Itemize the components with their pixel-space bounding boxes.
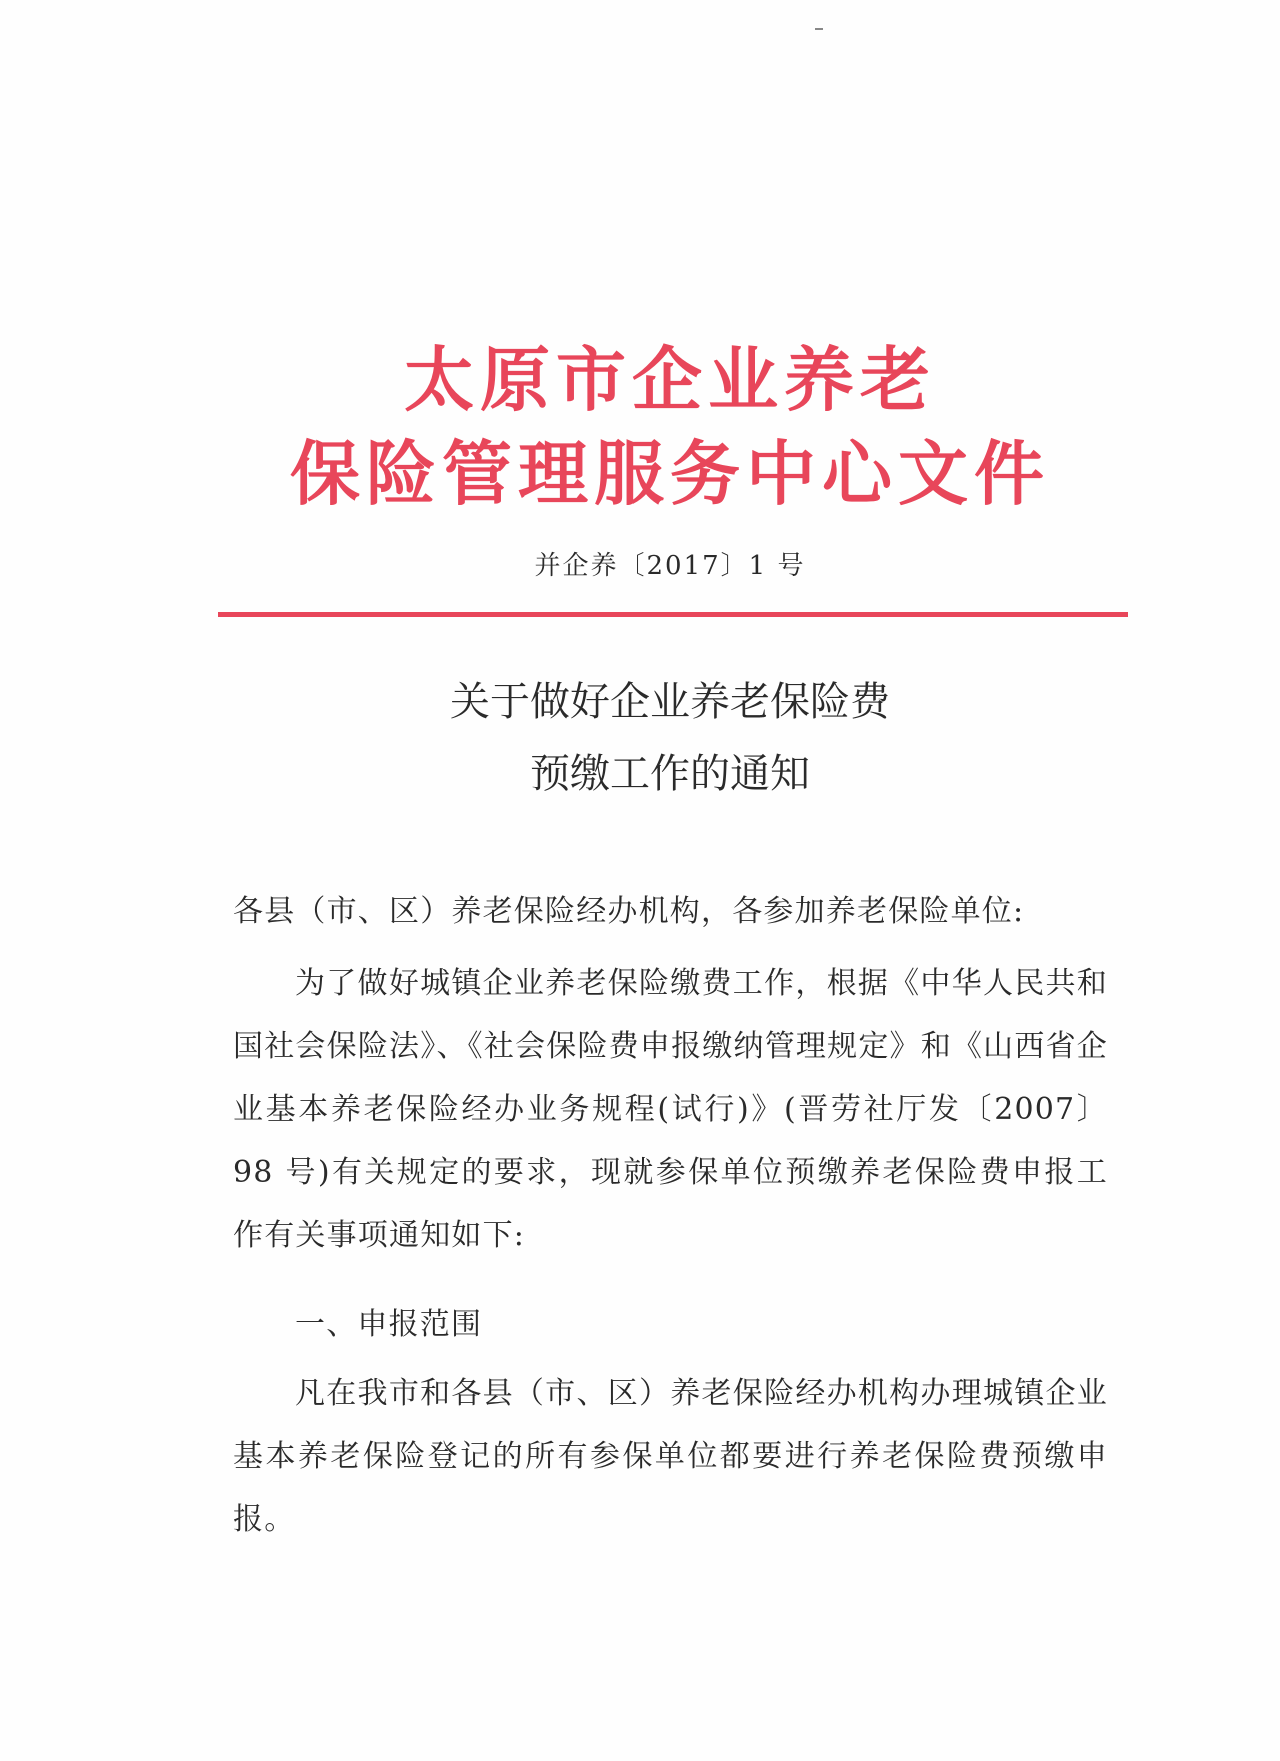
issuer-header-line-2: 保险管理服务中心文件 (290, 432, 1050, 515)
salutation: 各县（市、区）养老保险经办机构，各参加养老保险单位: (233, 894, 1025, 929)
scan-speck (815, 28, 823, 30)
body-paragraph-2: 凡在我市和各县（市、区）养老保险经办机构办理城镇企业基本养老保险登记的所有参保单位都要进行养老保险费预缴申报。 (233, 1376, 1108, 1537)
red-separator-rule (218, 612, 1128, 617)
document-number: 并企养〔2017〕1 号 (534, 551, 806, 581)
section-heading-1: 一、申报范围 (295, 1307, 483, 1342)
subject-title-line-1: 关于做好企业养老保险费 (450, 679, 890, 725)
body-paragraph-1: 为了做好城镇企业养老保险缴费工作，根据《中华人民共和国社会保险法》、《社会保险费申报缴纳管理规定》和《山西省企业基本养老保险经办业务规程(试行)》(晋劳社厅发〔2007〕98 号)有关规定的要求，现就参保单位预缴养老保险费申报工作有关事项通知如下: (233, 966, 1108, 1253)
issuer-header-line-1: 太原市企业养老 (404, 338, 936, 421)
subject-title-line-2: 预缴工作的通知 (530, 751, 810, 797)
